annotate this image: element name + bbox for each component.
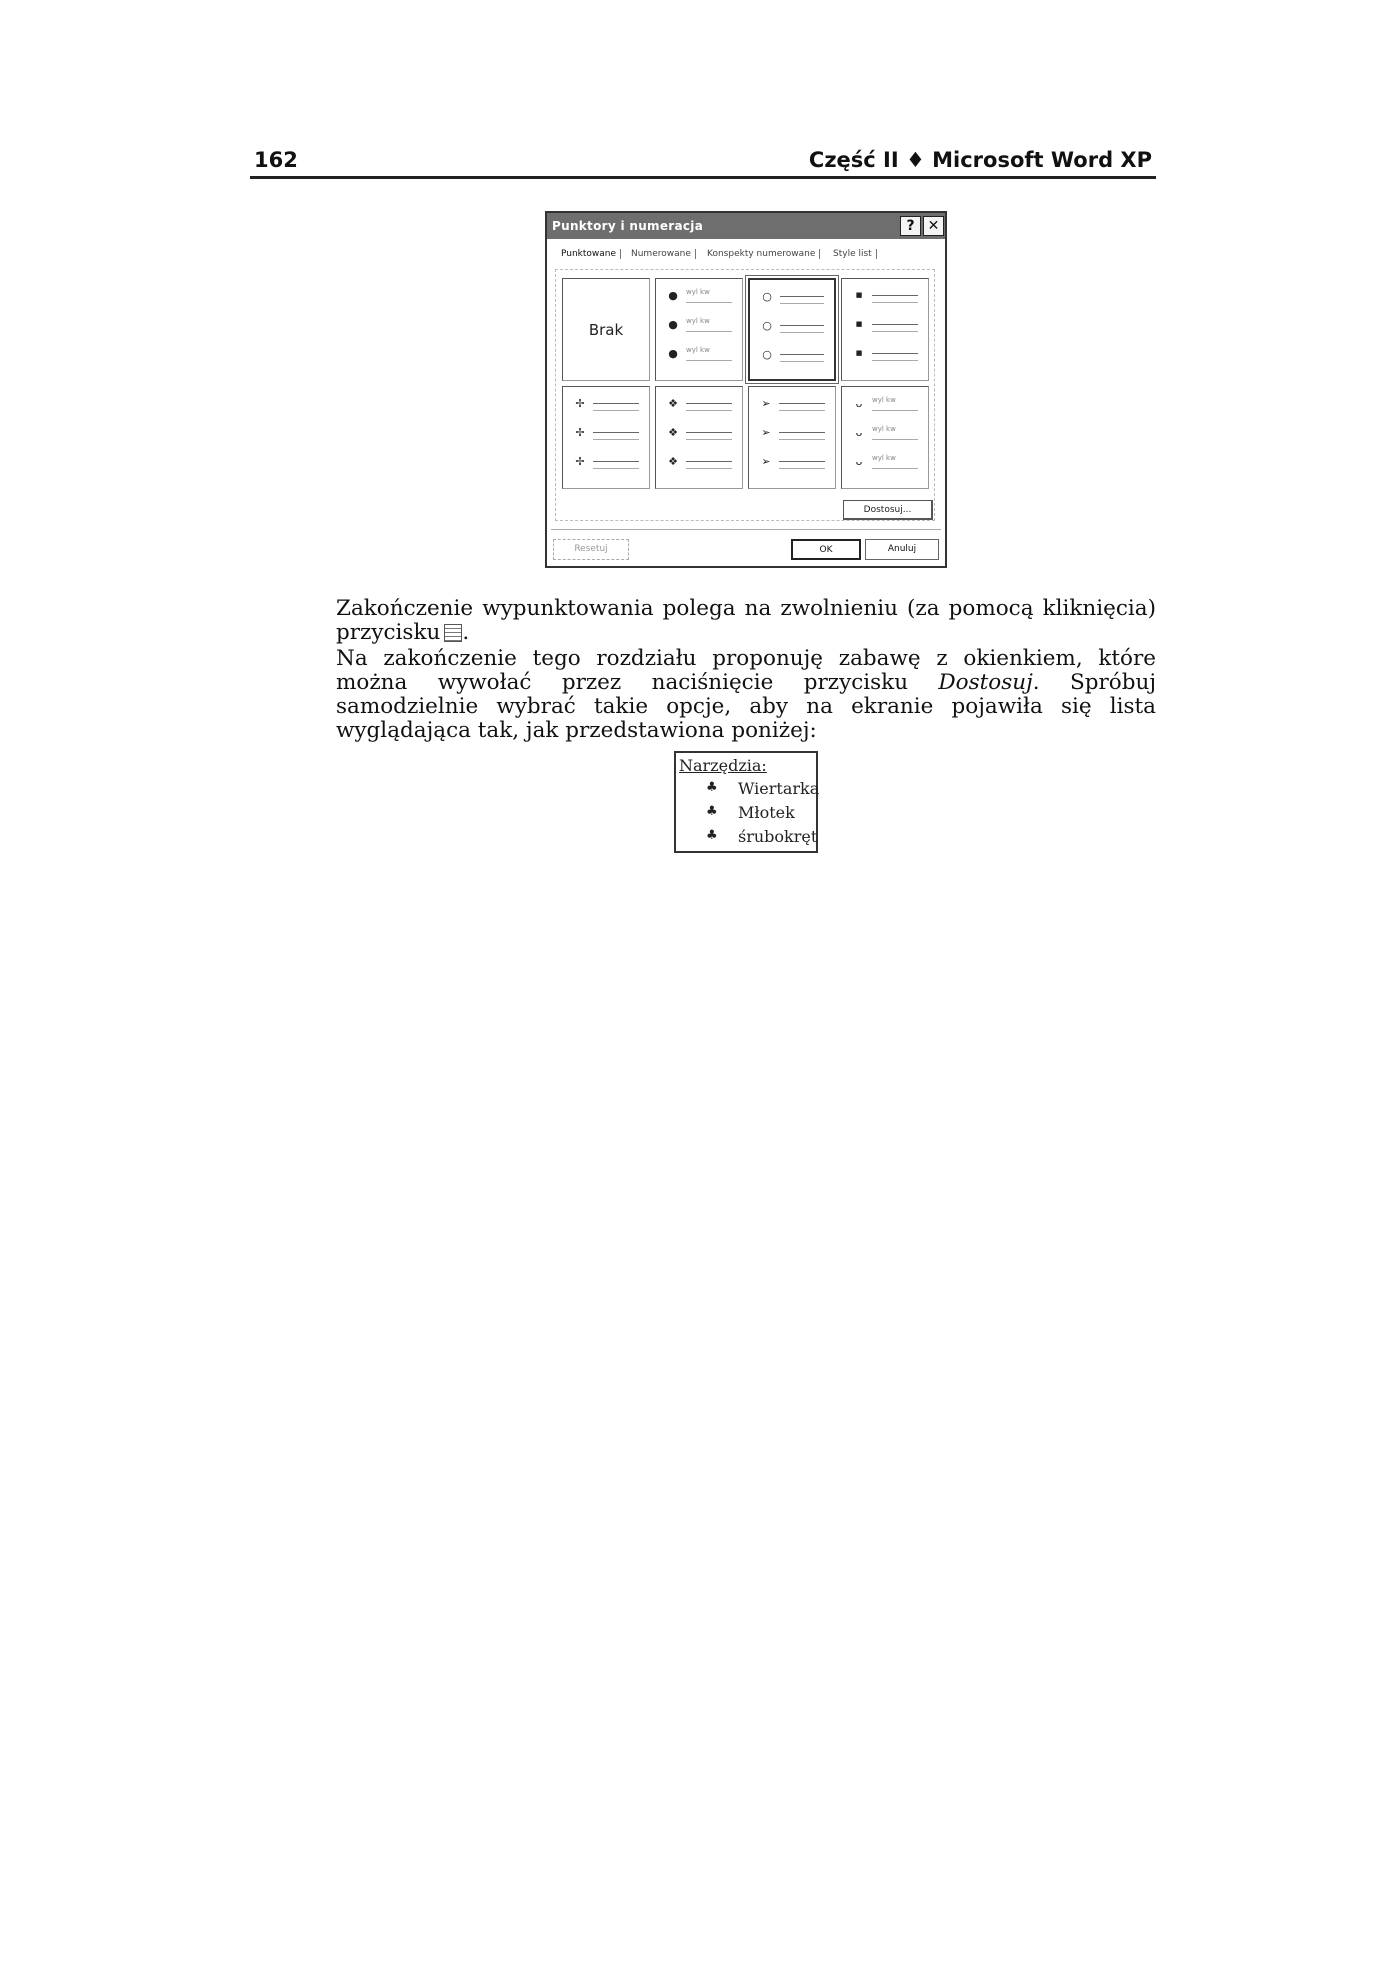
sample-list-title: Narzędzia: xyxy=(679,756,767,775)
bullet-option-filled-circle[interactable] xyxy=(655,278,743,381)
dialog-title: Punktory i numeracja xyxy=(552,219,704,233)
filled-circle-bullet-icon: ● xyxy=(668,347,678,360)
tab-outline-numbered[interactable]: Konspekty numerowane xyxy=(703,249,820,259)
sample-text: wyl kw xyxy=(872,396,896,404)
running-title: Część II ♦ Microsoft Word XP xyxy=(808,148,1152,172)
page-header xyxy=(250,144,1156,179)
bullet-option-arrowhead[interactable] xyxy=(748,386,836,489)
paragraph-customize-exercise xyxy=(336,647,1156,743)
sample-list-box xyxy=(674,751,818,853)
club-bullet-icon: ♣ xyxy=(706,804,718,819)
sample-text: wyl kw xyxy=(686,317,710,325)
tab-numbered[interactable]: Numerowane xyxy=(627,249,696,259)
bullet-option-hollow-circle[interactable] xyxy=(748,278,836,381)
pushpin-bullet-icon: ✢ xyxy=(575,455,585,468)
hollow-circle-bullet-icon: ○ xyxy=(762,319,772,332)
arrowhead-bullet-icon: ➢ xyxy=(761,426,771,439)
sample-text: wyl kw xyxy=(686,288,710,296)
pushpin-bullet-icon: ✢ xyxy=(575,426,585,439)
pushpin-bullet-icon: ✢ xyxy=(575,397,585,410)
checkmark-bullet-icon: ᴗ xyxy=(855,397,863,410)
arrowhead-bullet-icon: ➢ xyxy=(761,455,771,468)
list-item xyxy=(676,778,820,802)
arrowhead-bullet-icon: ➢ xyxy=(761,397,771,410)
tab-bulleted[interactable]: Punktowane xyxy=(557,249,621,259)
checkmark-bullet-icon: ᴗ xyxy=(855,455,863,468)
close-icon[interactable]: ✕ xyxy=(923,216,944,236)
filled-circle-bullet-icon: ● xyxy=(668,318,678,331)
none-label: Brak xyxy=(588,321,624,339)
reset-button[interactable]: Resetuj xyxy=(553,539,629,560)
page-number: 162 xyxy=(254,148,298,172)
bullet-option-none[interactable] xyxy=(562,278,650,381)
sample-text: wyl kw xyxy=(872,425,896,433)
hollow-circle-bullet-icon: ○ xyxy=(762,290,772,303)
club-bullet-icon: ♣ xyxy=(706,780,718,795)
list-item xyxy=(676,802,816,826)
paragraph-text-end: . Spróbuj samodzielnie wybrać takie opcje, aby na ekranie pojawiła się lista wyglądająca tak, jak przedstawiona poniżej: xyxy=(336,670,1156,743)
paragraph-end: . xyxy=(462,620,470,645)
checkmark-bullet-icon: ᴗ xyxy=(855,426,863,439)
bullet-gallery xyxy=(555,269,935,521)
customize-button[interactable]: Dostosuj... xyxy=(843,500,933,520)
club-bullet-icon: ♣ xyxy=(706,828,718,843)
square-bullet-icon: ■ xyxy=(855,291,863,299)
sample-text: wyl kw xyxy=(686,346,710,354)
list-item xyxy=(676,826,816,850)
paragraph-text: Zakończenie wypunktowania polega na zwolnieniu (za pomocą kliknięcia) przycisku xyxy=(336,596,1156,645)
diamond-dots-bullet-icon: ❖ xyxy=(668,397,678,410)
sample-text: wyl kw xyxy=(872,454,896,462)
square-bullet-icon: ■ xyxy=(855,320,863,328)
customize-emphasis: Dostosuj xyxy=(938,670,1033,695)
hollow-circle-bullet-icon: ○ xyxy=(762,348,772,361)
list-item-text: Młotek xyxy=(738,803,795,822)
bullets-numbering-dialog xyxy=(545,211,947,568)
tab-list-styles[interactable]: Style list xyxy=(829,249,877,259)
bullet-option-diamond-dots[interactable] xyxy=(655,386,743,489)
paragraph-text-start: Na zakończenie tego rozdziału proponuję zabawę z okienkiem, które można wywołać przez naciśnięcie przycisku xyxy=(336,646,1156,695)
diamond-dots-bullet-icon: ❖ xyxy=(668,426,678,439)
bullet-option-pushpin[interactable] xyxy=(562,386,650,489)
bullet-option-square[interactable] xyxy=(841,278,929,381)
help-icon[interactable]: ? xyxy=(900,216,921,236)
bullets-toolbar-icon xyxy=(444,624,462,642)
diamond-dots-bullet-icon: ❖ xyxy=(668,455,678,468)
ok-button[interactable]: OK xyxy=(791,539,861,560)
dialog-footer-divider xyxy=(551,529,941,530)
list-item-text: Wiertarka xyxy=(738,779,820,798)
filled-circle-bullet-icon: ● xyxy=(668,289,678,302)
list-item-text: śrubokręt xyxy=(738,827,818,846)
cancel-button[interactable]: Anuluj xyxy=(865,539,939,560)
paragraph-end-bullets xyxy=(336,597,1156,645)
bullet-option-checkmark[interactable] xyxy=(841,386,929,489)
square-bullet-icon: ■ xyxy=(855,349,863,357)
dialog-titlebar xyxy=(547,213,945,239)
